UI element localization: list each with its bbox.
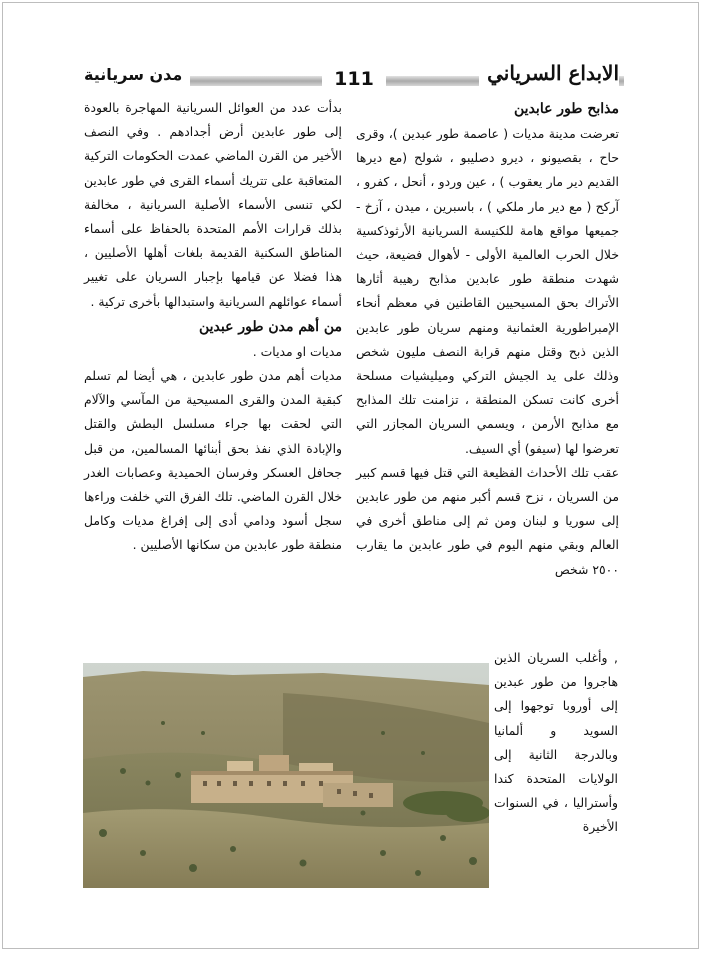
paragraph-emigration: عقب تلك الأحداث الفظيعة التي قتل فيها قسم كبير من السريان ، نزح قسم أكبر منهم من طور عابدين إلى سوريا و لبنان ومن ثم إلى مناطق أخرى في العالم وبقي منهم اليوم في طور عابدين ما يقارب ٢٥٠٠ شخص xyxy=(356,464,619,577)
paragraph-massacres: تعرضت مدينة مديات ( عاصمة طور عبدين )، وقرى حاح ، بقصيونو ، ديرو دصليبو ، شولح (مع ديرها القديم دير مار يعقوب ) ، عين وردو ، أنحل ، كفرو ، آركح ( مع دير مار ملكي ) ، باسبرين ، ميدن ، آزخ - جميعها مواقع هامة للكنيسة السريانية الأرثوذكسية خلال الحرب العالمية الأولى - لأهوال فضيعة، حيث شهدت منطقة طور عابدين مذابح رهيبة أثارها الأتراك بحق المسيحيين القاطنين في معظم أنحاء الإمبراطورية العثمانية ومنهم سريان طور عابدين الذين ذبح وقتل منهم قرابة النصف مليون شخص وذلك على يد الجيش التركي وميليشيات مسلحة أخرى كانت تسكن المنطقة ، تزامنت تلك المذابح مع مذابح الأرمن ، ويسمي السريان المجازر التي تعرضوا لها (سيفو) أي السيف. xyxy=(356,126,619,456)
subtitle-line: مديات او مديات . xyxy=(252,343,342,359)
paragraph-emigration-cont: , وأغلب السريان الذين هاجروا من طور عبدين إلى أوروبا توجهوا إلى السويد و ألمانيا وبالدرجة الثانية إلى الولايات المتحدة كندا وأستراليا ، في السنوات الأخيرة xyxy=(494,650,618,835)
section-title: مدن سريانية xyxy=(84,62,190,88)
right-column xyxy=(356,96,619,582)
subtitle-cities: من أهم مدن طور عبدين xyxy=(199,318,342,335)
left-column xyxy=(84,96,342,558)
article-title: مذابح طور عابدين xyxy=(514,101,619,117)
monastery-photo xyxy=(83,663,489,888)
wrap-column xyxy=(494,646,618,840)
paragraph-return: بدأت عدد من العوائل السريانية المهاجرة بالعودة إلى طور عابدين أرض أجدادهم . وفي النصف الأخير من القرن الماضي عمدت الحكومات التركية المتعاقبة على تتريك أسماء القرى في طور عابدين لكي تنسى الأسماء الأصلية السريانية ، مخالفة بذلك قرارات الأمم المتحدة بالحفاظ على أسماء المناطق السكنية القديمة بلغات أهلها الأصليين ، هذا فضلا عن قيامها بإجبار السريان على تغيير أسماء عوائلهم السريانية واستبدالها بأخرى تركية . xyxy=(84,100,342,309)
paragraph-midyat: مديات أهم مدن طور عابدين ، هي أيضا لم تسلم كبقية المدن والقرى المسيحية من المآسي والآلام التي لحقت بها جراء مسلسل البطش والقتل والإبادة الذي نفذ بحق أبنائها المسالمين، من قبل جحافل العسكر وفرسان الحميدية وعصابات الغدر خلال القرن الماضي. تلك الفرق التي خلفت وراءها سجل أسود ودامي أدى إلى إفراغ مديات وكامل منطقة طور عابدين من سكانها الأصليين . xyxy=(84,368,342,553)
magazine-title: الابداع السرياني xyxy=(479,58,619,88)
page-number: 111 xyxy=(322,66,386,92)
